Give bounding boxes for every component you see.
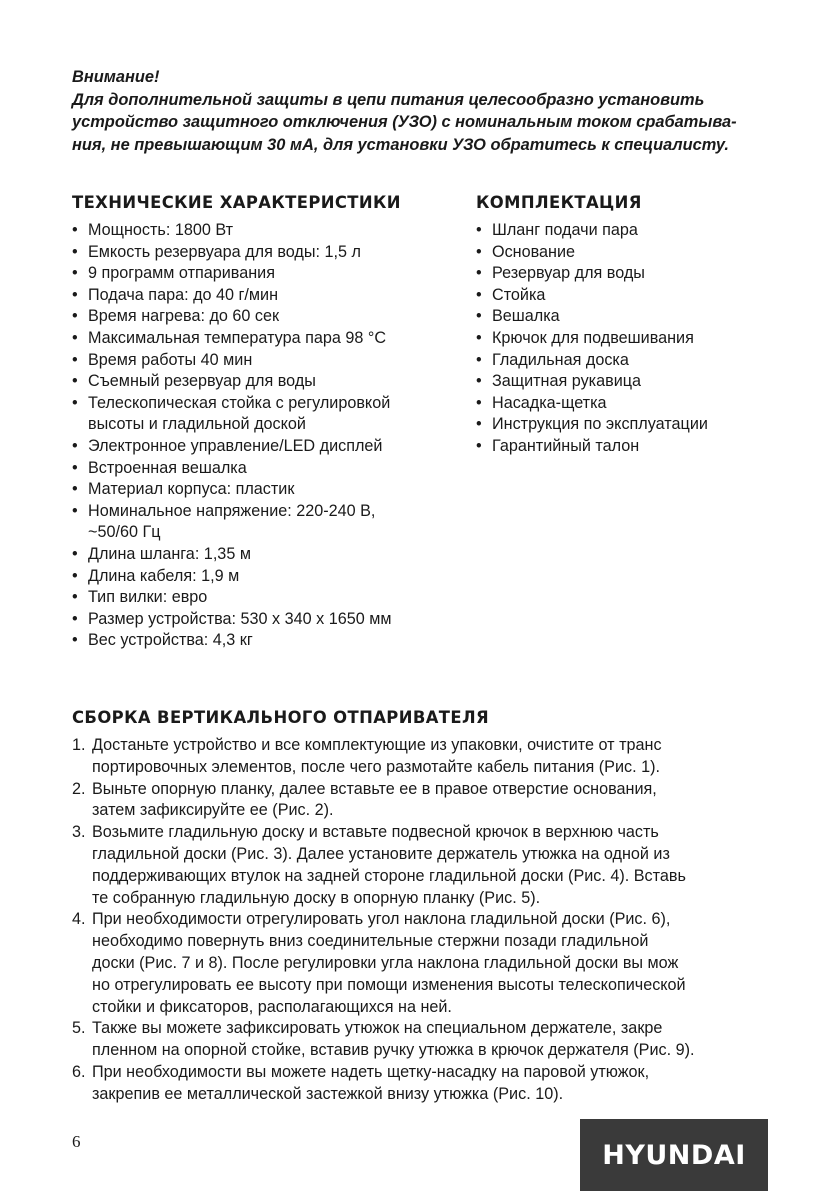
- spec-item: [72, 609, 472, 631]
- spec-item: [72, 242, 472, 264]
- step-number: 1.: [72, 736, 86, 754]
- spec-item-line: • Максимальная температура пара 98 °С: [88, 328, 387, 347]
- step-number: 5.: [72, 1019, 86, 1038]
- step-line: затем зафиксируйте ее (Рис. 2).: [92, 801, 334, 820]
- spec-item-line: • 9 программ отпаривания: [88, 264, 275, 283]
- assembly-step: [72, 909, 772, 1018]
- spec-item-line: • Емкость резервуара для воды: 1,5 л: [88, 242, 361, 261]
- brand-logo-text: HYUNDAI: [602, 1139, 746, 1171]
- assembly-step: [72, 822, 772, 909]
- spec-item-line: • Материал корпуса: пластик: [88, 480, 295, 499]
- spec-item: [72, 285, 472, 307]
- assembly-heading: СБОРКА ВЕРТИКАЛЬНОГО ОТПАРИВАТЕЛЯ: [72, 708, 490, 727]
- spec-item-line: • Время работы 40 мин: [88, 350, 253, 369]
- kit-item: • Крючок для подвешивания: [476, 328, 796, 350]
- assembly-step: [72, 779, 772, 823]
- step-line: доски (Рис. 7 и 8). После регулировки угла наклона гладильной доски вы мож: [92, 953, 679, 972]
- warning-line: Для дополнительной защиты в цепи питания целесообразно установить: [72, 90, 705, 109]
- spec-item: [72, 458, 472, 480]
- step-line: Достаньте устройство и все комплектующие из упаковки, очистите от транс: [92, 736, 662, 754]
- kit-section: [476, 193, 796, 458]
- specs-section: [72, 193, 472, 652]
- warning-line: устройство защитного отключения (УЗО) с номинальным током срабатыва-: [72, 113, 737, 131]
- spec-item-line: • Телескопическая стойка с регулировкой: [88, 393, 391, 412]
- assembly-steps: [72, 735, 772, 1106]
- kit-item: • Резервуар для воды: [476, 263, 796, 285]
- spec-item: [72, 479, 472, 501]
- spec-item: [72, 587, 472, 609]
- step-line: При необходимости вы можете надеть щетку-насадку на паровой утюжок,: [92, 1062, 650, 1081]
- kit-item: • Инструкция по эксплуатации: [476, 414, 796, 436]
- step-line: те собранную гладильную доску в опорную планку (Рис. 5).: [92, 888, 541, 907]
- spec-item: [72, 501, 472, 544]
- spec-item-line: • Вес устройства: 4,3 кг: [88, 631, 253, 650]
- step-line: закрепив ее металлической застежкой внизу утюжка (Рис. 10).: [92, 1084, 564, 1103]
- spec-item: [72, 350, 472, 372]
- page-number: 6: [72, 1132, 81, 1151]
- spec-item-line: • Размер устройства: 530 х 340 х 1650 мм: [88, 609, 392, 628]
- spec-item-line: • Время нагрева: до 60 сек: [88, 307, 280, 326]
- assembly-step: [72, 1062, 772, 1106]
- spec-item-line: • Номинальное напряжение: 220-240 В,: [88, 501, 376, 520]
- kit-item: • Стойка: [476, 285, 796, 307]
- spec-item: [72, 436, 472, 458]
- spec-item: [72, 328, 472, 350]
- step-line: гладильной доски (Рис. 3). Далее установите держатель утюжка на одной из: [92, 844, 670, 863]
- warning-title: Внимание!: [72, 68, 160, 86]
- spec-item: [72, 566, 472, 588]
- spec-item: [72, 306, 472, 328]
- spec-item: [72, 544, 472, 566]
- assembly-section: [72, 708, 772, 1106]
- specs-list: [72, 220, 472, 652]
- step-line: Выньте опорную планку, далее вставьте ее в правое отверстие основания,: [92, 779, 657, 798]
- spec-item-line: ~50/60 Гц: [88, 523, 161, 542]
- brand-logo: [580, 1119, 768, 1191]
- spec-item-line: • Съемный резервуар для воды: [88, 372, 316, 391]
- spec-item-line: • Длина кабеля: 1,9 м: [88, 566, 240, 585]
- spec-item-line: • Электронное управление/LED дисплей: [88, 436, 383, 455]
- spec-item: [72, 371, 472, 393]
- kit-list: [476, 220, 796, 458]
- spec-item-line: • Тип вилки: евро: [88, 588, 208, 607]
- spec-item-line: • Подача пара: до 40 г/мин: [88, 285, 279, 304]
- kit-item: • Гарантийный талон: [476, 436, 796, 458]
- step-line: поддерживающих втулок на задней стороне гладильной доски (Рис. 4). Вставь: [92, 866, 686, 885]
- specs-heading: ТЕХНИЧЕСКИЕ ХАРАКТЕРИСТИКИ: [72, 193, 401, 212]
- step-line: стойки и фиксаторов, располагающихся на ней.: [92, 997, 452, 1016]
- spec-item-line: • Мощность: 1800 Вт: [88, 221, 234, 239]
- kit-item: • Шланг подачи пара: [476, 220, 796, 242]
- step-line: портировочных элементов, после чего размотайте кабель питания (Рис. 1).: [92, 757, 660, 776]
- step-number: 4.: [72, 910, 86, 929]
- kit-item: • Насадка-щетка: [476, 393, 796, 415]
- step-line: Возьмите гладильную доску и вставьте подвесной крючок в верхнюю часть: [92, 823, 659, 842]
- step-number: 3.: [72, 823, 86, 842]
- assembly-step: [72, 735, 772, 779]
- step-number: 2.: [72, 779, 86, 798]
- step-line: но отрегулировать ее высоту при помощи изменения высоты телескопической: [92, 975, 686, 994]
- assembly-step: [72, 1018, 772, 1062]
- spec-item: [72, 630, 472, 652]
- kit-heading: КОМПЛЕКТАЦИЯ: [476, 193, 642, 212]
- spec-item: [72, 220, 472, 242]
- spec-item: [72, 393, 472, 436]
- warning-line: ния, не превышающим 30 мА, для установки УЗО обратитесь к специалисту.: [72, 135, 729, 154]
- kit-item: • Основание: [476, 242, 796, 264]
- spec-item: [72, 263, 472, 285]
- step-line: При необходимости отрегулировать угол наклона гладильной доски (Рис. 6),: [92, 910, 671, 929]
- warning-block: [72, 66, 782, 156]
- step-line: необходимо повернуть вниз соединительные стержни позади гладильной: [92, 932, 649, 951]
- kit-item: • Гладильная доска: [476, 350, 796, 372]
- spec-item-line: • Встроенная вешалка: [88, 458, 247, 477]
- step-line: Также вы можете зафиксировать утюжок на специальном держателе, закре: [92, 1019, 663, 1038]
- spec-item-line: • Длина шланга: 1,35 м: [88, 544, 251, 563]
- kit-item: • Вешалка: [476, 306, 796, 328]
- kit-item: • Защитная рукавица: [476, 371, 796, 393]
- step-number: 6.: [72, 1062, 86, 1081]
- spec-item-line: высоты и гладильной доской: [88, 415, 306, 434]
- step-line: пленном на опорной стойке, вставив ручку утюжка в крючок держателя (Рис. 9).: [92, 1041, 695, 1060]
